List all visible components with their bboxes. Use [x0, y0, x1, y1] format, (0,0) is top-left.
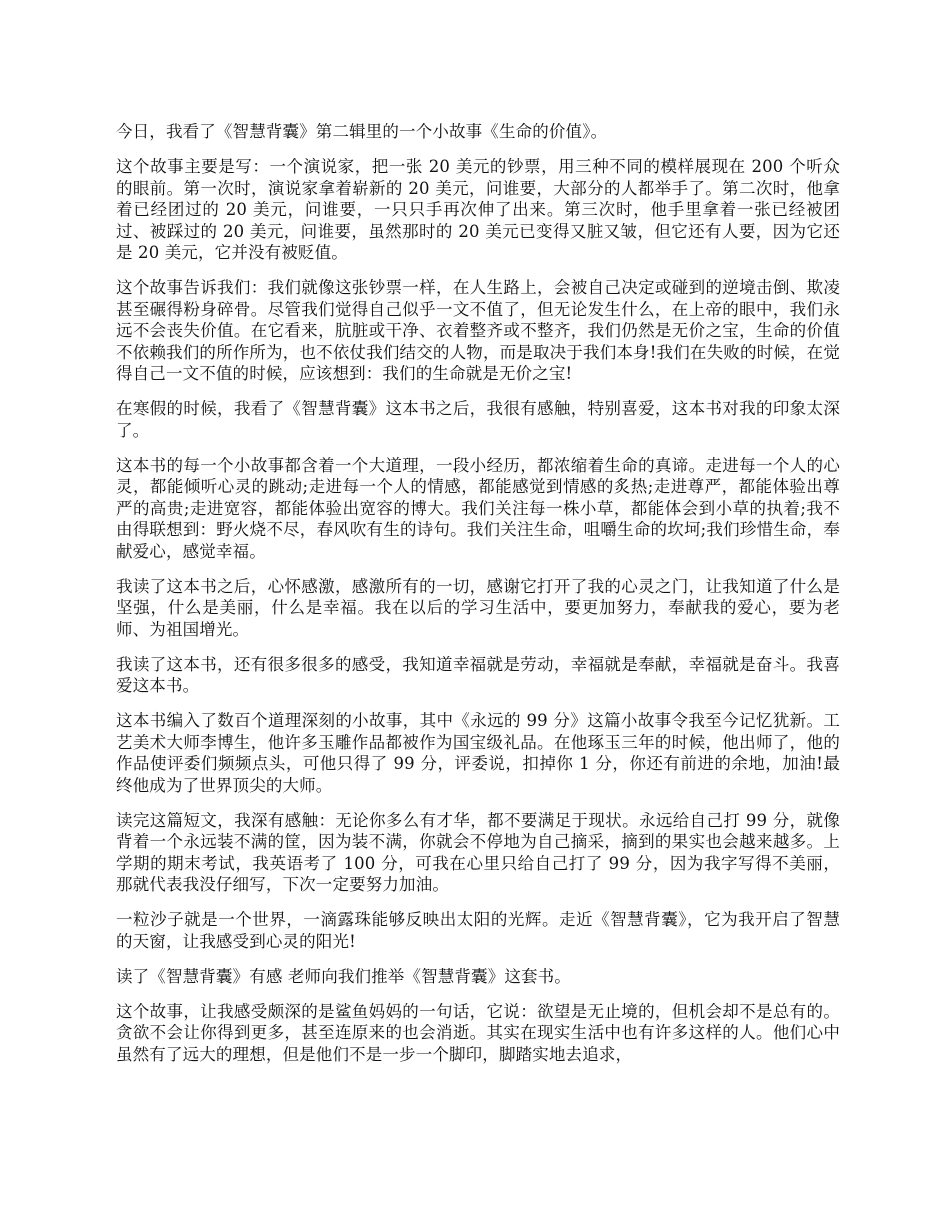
paragraph-4: 在寒假的时候，我看了《智慧背囊》这本书之后，我很有感触，特别喜爱，这本书对我的印象太深了。 [116, 399, 840, 440]
paragraph-9: 读完这篇短文，我深有感触：无论你多么有才华，都不要满足于现状。永远给自己打 99 分，就像背着一个永远装不满的筐，因为装不满，你就会不停地为自己摘采，摘到的果实也会越来越多。上学期的期末考试，我英语考了 100 分，可我在心里只给自己打了 99 分，因为我字写得不美丽，那就代表我没仔细写，下次一定要努力加油。 [116, 810, 840, 894]
paragraph-6: 我读了这本书之后，心怀感激，感激所有的一切，感谢它打开了我的心灵之门，让我知道了什么是坚强，什么是美丽，什么是幸福。我在以后的学习生活中，要更加努力，奉献我的爱心，要为老师、为祖国增光。 [116, 576, 840, 639]
paragraph-7: 我读了这本书，还有很多很多的感受，我知道幸福就是劳动，幸福就是奉献，幸福就是奋斗。我喜爱这本书。 [116, 654, 840, 695]
paragraph-5: 这本书的每一个小故事都含着一个大道理，一段小经历，都浓缩着生命的真谛。走进每一个人的心灵，都能倾听心灵的跳动;走进每一个人的情感，都能感觉到情感的炙热;走进尊严，都能体验出尊严的高贵;走进宽容，都能体验出宽容的博大。我们关注每一株小草，都能体会到小草的执着;我不由得联想到：野火烧不尽，春风吹有生的诗句。我们关注生命，咀嚼生命的坎坷;我们珍惜生命，奉献爱心，感觉幸福。 [116, 455, 840, 561]
paragraph-3: 这个故事告诉我们：我们就像这张钞票一样，在人生路上，会被自己决定或碰到的逆境击倒、欺凌甚至碾得粉身碎骨。尽管我们觉得自己似乎一文不值了，但无论发生什么，在上帝的眼中，我们永远不会丧失价值。在它看来，肮脏或干净、衣着整齐或不整齐，我们仍然是无价之宝，生命的价值不依赖我们的所作所为，也不依仗我们结交的人物，而是取决于我们本身!我们在失败的时候，在觉得自己一文不值的时候，应该想到：我们的生命就是无价之宝! [116, 278, 840, 383]
paragraph-10: 一粒沙子就是一个世界，一滴露珠能够反映出太阳的光辉。走近《智慧背囊》，它为我开启了智慧的天窗，让我感受到心灵的阳光! [116, 910, 840, 951]
document-body [116, 121, 840, 1079]
paragraph-2: 这个故事主要是写：一个演说家，把一张 20 美元的钞票，用三种不同的模样展现在 200 个听众的眼前。第一次时，演说家拿着崭新的 20 美元，问谁要，大部分的人都举手了。第二次时，他拿着已经团过的 20 美元，问谁要，一只只手再次伸了出来。第三次时，他手里拿着一张已经被团过、被踩过的 20 美元，问谁要，虽然那时的 20 美元已变得又脏又皱，但它还有人要，因为它还是 20 美元，它并没有被贬值。 [116, 157, 840, 262]
paragraph-12: 这个故事，让我感受颇深的是鲨鱼妈妈的一句话，它说：欲望是无止境的，但机会却不是总有的。贪欲不会让你得到更多，甚至连原来的也会消逝。其实在现实生活中也有许多这样的人。他们心中虽然有了远大的理想，但是他们不是一步一个脚印，脚踏实地去追求， [116, 1001, 840, 1064]
paragraph-1: 今日，我看了《智慧背囊》第二辑里的一个小故事《生命的价值》。 [116, 122, 608, 141]
paragraph-8: 这本书编入了数百个道理深刻的小故事，其中《永远的 99 分》这篇小故事令我至今记忆犹新。工艺美术大师李博生，他许多玉雕作品都被作为国宝级礼品。在他琢玉三年的时候，他出师了，他的作品使评委们频频点头，可他只得了 99 分，评委说，扣掉你 1 分，你还有前进的余地，加油!最终他成为了世界顶尖的大师。 [116, 711, 840, 795]
paragraph-11: 读了《智慧背囊》有感 老师向我们推举《智慧背囊》这套书。 [116, 966, 571, 986]
